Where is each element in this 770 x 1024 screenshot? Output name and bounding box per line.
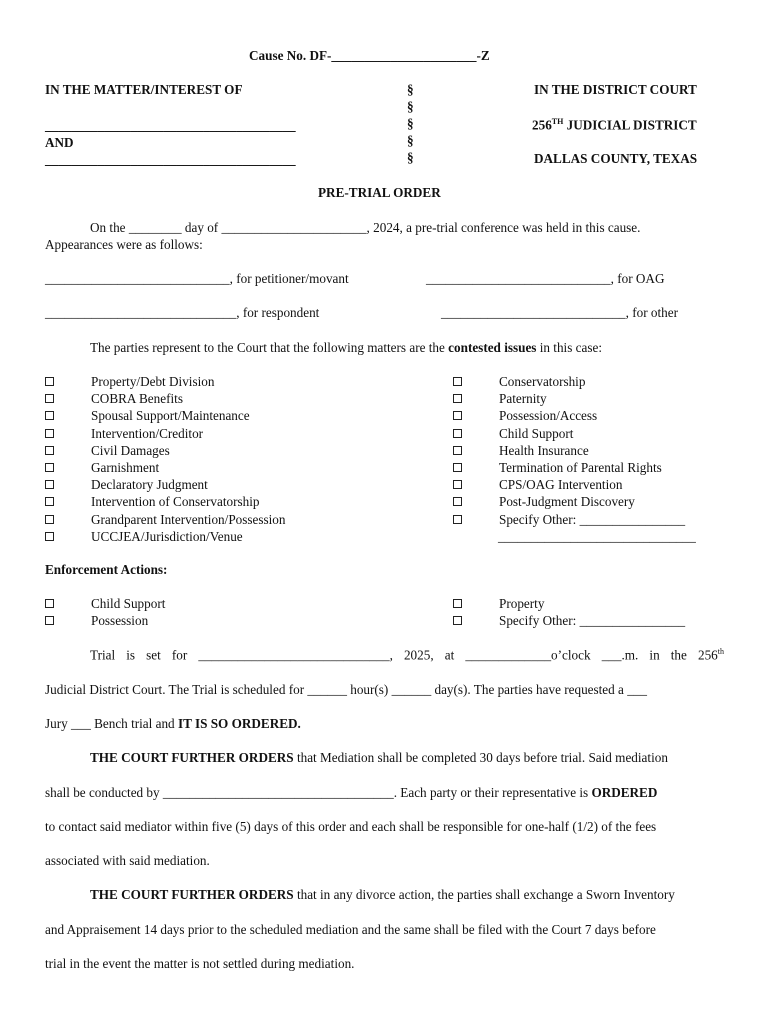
party-blank-1: ______________________________________ [45, 118, 296, 133]
matter-of-label: IN THE MATTER/INTEREST OF [45, 82, 243, 97]
intro-line-1: On the ________ day of ______________________, 2024, a pre-trial conference was held in this cause. [90, 220, 641, 235]
list-item[interactable]: Intervention/Creditor [45, 425, 285, 442]
specify-other-extra-line[interactable]: ______________________________ [498, 528, 696, 544]
mediation-line-4: associated with said mediation. [45, 853, 210, 868]
checkbox-icon[interactable] [45, 497, 54, 506]
county: DALLAS COUNTY, TEXAS [534, 151, 698, 166]
checkbox-icon[interactable] [45, 616, 54, 625]
list-item[interactable]: Child Support [45, 595, 165, 612]
judicial-district: 256TH JUDICIAL DISTRICT [532, 117, 697, 133]
list-item[interactable]: Specify Other: ________________ [453, 511, 696, 528]
inventory-line-1: THE COURT FURTHER ORDERS that in any divorce action, the parties shall exchange a Sworn Inventory [90, 887, 675, 902]
appearance-oag: ____________________________, for OAG [426, 271, 665, 286]
checkbox-icon[interactable] [453, 377, 462, 386]
trial-line-1: Trial is set for _____________________________, 2025, at _____________o’clock ___.m. in the 256th [90, 647, 724, 663]
checkbox-icon[interactable] [453, 616, 462, 625]
inventory-line-2: and Appraisement 14 days prior to the scheduled mediation and the same shall be filed with the Court 7 days before [45, 922, 656, 937]
checkbox-icon[interactable] [45, 394, 54, 403]
mediation-line-2: shall be conducted by ___________________________________. Each party or their representative is ORDERED [45, 785, 658, 800]
checkbox-icon[interactable] [45, 429, 54, 438]
enforcement-list-left [45, 595, 165, 629]
checkbox-icon[interactable] [453, 599, 462, 608]
and-label: AND [45, 135, 74, 150]
mediation-line-1: THE COURT FURTHER ORDERS that Mediation shall be completed 30 days before trial. Said mediation [90, 750, 668, 765]
enforcement-heading: Enforcement Actions: [45, 562, 168, 577]
checkbox-icon[interactable] [45, 515, 54, 524]
checkbox-icon[interactable] [45, 377, 54, 386]
court-name: IN THE DISTRICT COURT [534, 82, 697, 97]
party-blank-2: ______________________________________ [45, 152, 296, 167]
section-mark: § [407, 133, 414, 148]
list-item[interactable]: Grandparent Intervention/Possession [45, 511, 285, 528]
list-item[interactable]: Post-Judgment Discovery [453, 493, 696, 510]
section-mark: § [407, 99, 414, 114]
list-item[interactable]: UCCJEA/Jurisdiction/Venue [45, 528, 285, 545]
checkbox-icon[interactable] [453, 411, 462, 420]
mediation-line-3: to contact said mediator within five (5) days of this order and each shall be responsible for one-half (1/2) of the fees [45, 819, 657, 834]
checkbox-icon[interactable] [45, 480, 54, 489]
checkbox-icon[interactable] [45, 599, 54, 608]
checkbox-icon[interactable] [453, 394, 462, 403]
checkbox-icon[interactable] [45, 532, 54, 541]
contested-list-right [453, 373, 696, 545]
checkbox-icon[interactable] [45, 463, 54, 472]
list-item[interactable]: Civil Damages [45, 442, 285, 459]
checkbox-icon[interactable] [453, 515, 462, 524]
checkbox-icon[interactable] [45, 446, 54, 455]
list-item[interactable]: COBRA Benefits [45, 390, 285, 407]
contested-list-left [45, 373, 285, 545]
list-item[interactable]: Property [453, 595, 685, 612]
list-item[interactable]: Declaratory Judgment [45, 476, 285, 493]
checkbox-icon[interactable] [453, 429, 462, 438]
checkbox-icon[interactable] [453, 480, 462, 489]
section-mark: § [407, 150, 414, 165]
list-item[interactable]: Specify Other: ________________ [453, 612, 685, 629]
list-item[interactable]: Conservatorship [453, 373, 696, 390]
list-item[interactable]: Possession/Access [453, 407, 696, 424]
checkbox-icon[interactable] [453, 446, 462, 455]
document-title: PRE-TRIAL ORDER [318, 185, 441, 200]
section-mark: § [407, 82, 414, 97]
trial-line-2: Judicial District Court. The Trial is scheduled for ______ hour(s) ______ day(s). The parties have requested a ___ [45, 682, 647, 697]
appearance-other: ____________________________, for other [441, 305, 678, 320]
list-item[interactable]: Health Insurance [453, 442, 696, 459]
trial-line-3: Jury ___ Bench trial and IT IS SO ORDERED. [45, 716, 301, 731]
list-item[interactable]: Possession [45, 612, 165, 629]
list-item[interactable]: Child Support [453, 425, 696, 442]
inventory-line-3: trial in the event the matter is not settled during mediation. [45, 956, 355, 971]
list-item[interactable]: Paternity [453, 390, 696, 407]
enforcement-list-right [453, 595, 685, 629]
list-item[interactable]: CPS/OAG Intervention [453, 476, 696, 493]
contested-intro: The parties represent to the Court that the following matters are the contested issues in this case: [90, 340, 603, 355]
list-item[interactable]: Spousal Support/Maintenance [45, 407, 285, 424]
appearance-petitioner: ____________________________, for petitioner/movant [45, 271, 349, 286]
checkbox-icon[interactable] [45, 411, 54, 420]
list-item[interactable]: Garnishment [45, 459, 285, 476]
appearance-respondent: _____________________________, for respondent [45, 305, 320, 320]
intro-line-2: Appearances were as follows: [45, 237, 203, 252]
checkbox-icon[interactable] [453, 497, 462, 506]
list-item[interactable]: Property/Debt Division [45, 373, 285, 390]
checkbox-icon[interactable] [453, 463, 462, 472]
cause-number: Cause No. DF-______________________-Z [249, 48, 490, 63]
list-item[interactable]: Intervention of Conservatorship [45, 493, 285, 510]
section-mark: § [407, 116, 414, 131]
list-item[interactable]: Termination of Parental Rights [453, 459, 696, 476]
